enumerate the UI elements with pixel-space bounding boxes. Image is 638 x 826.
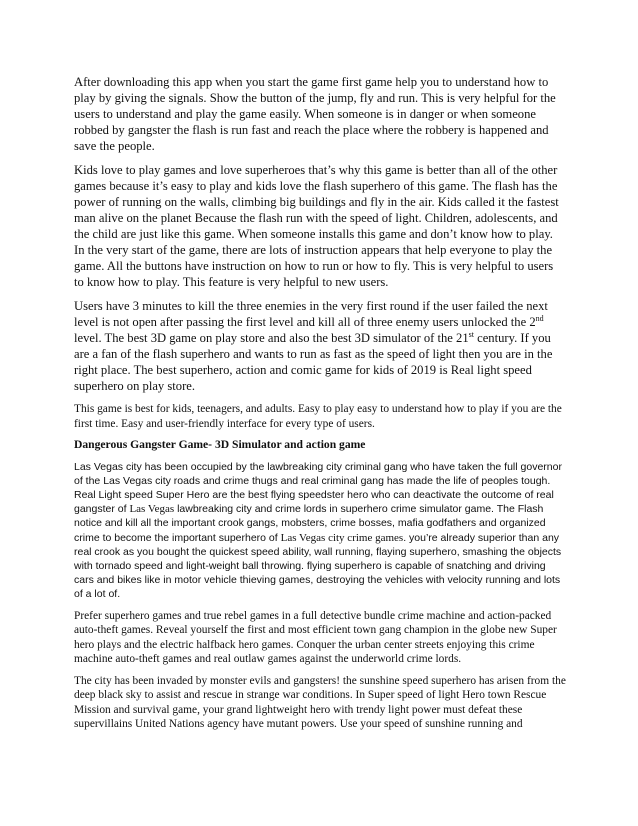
- paragraph-las-vegas: [74, 460, 566, 602]
- paragraph-three-minutes-part-c: century. If you are a fan of the flash superhero and wants to run as fast as the speed of light then you are in the right place. The best superhero, action and comic game for kids of 2019 is Real light speed superhero on play store.: [74, 331, 553, 393]
- section-heading-gangster-game: Dangerous Gangster Game- 3D Simulator and action game: [74, 438, 366, 451]
- paragraph-three-minutes: [74, 298, 566, 394]
- superscript-st: st: [468, 330, 474, 339]
- paragraph-three-minutes-part-a: Users have 3 minutes to kill the three enemies in the very first round if the user failed the next level is not open after passing the first level and kill all of three enemy users unlocked the 2: [74, 299, 548, 329]
- superscript-nd: nd: [535, 314, 544, 323]
- paragraph-las-vegas-part-f: Las Vegas city crime games: [280, 531, 404, 544]
- paragraph-las-vegas-part-e: lawbreaking city and crime lords in superhero crime simulator game. The Flash notice and kill all the important crook gangs, mobsters, crime bosses, mafia godfathers and organized crime to become the important superhero of: [74, 503, 546, 544]
- paragraph-las-vegas-part-b: Real Light speed Super Hero: [74, 488, 210, 501]
- paragraph-las-vegas-part-d: Las Vegas: [129, 503, 175, 516]
- paragraph-best-for-kids: This game is best for kids, teenagers, and adults. Easy to play easy to understand how to play if you are the first time. Easy and user-friendly interface for every type of users.: [74, 403, 562, 430]
- paragraph-las-vegas-part-a: Las Vegas city has been occupied by the lawbreaking city criminal gang who have taken the full governor of the Las Vegas city roads and crime thugs and real criminal gang has made the life of peoples tough.: [74, 460, 562, 487]
- paragraph-city-invaded: The city has been invaded by monster evils and gangsters! the sunshine speed superhero has arisen from the deep black sky to assist and rescue in strange war conditions. In Super speed of light Hero town Rescue Mission and survival game, your grand lightweight hero with trendy light power must defeat these supervillains United Nations agency have mutant powers. Use your speed of sunshine running and: [74, 674, 566, 731]
- paragraph-las-vegas-part-c: are the best flying speedster hero who can deactivate the outcome of real gangster of: [74, 488, 554, 516]
- paragraph-three-minutes-part-b: level. The best 3D game on play store and also the best 3D simulator of the 21: [74, 331, 469, 345]
- paragraph-las-vegas-part-g: . you’re already superior than any real crook as you bought the quickest speed ability, wall running, flaying superhero, smashing the objects with tornado speed and light-weight ball throwing. flying superhero is capable of snatching and driving cars and bikes like in motor vehicle thieving games, destroying the vehicles with velocity running and lots of a lot of.: [74, 531, 562, 601]
- paragraph-prefer-superhero: Prefer superhero games and true rebel games in a full detective bundle crime machine and action-packed auto-theft games. Reveal yourself the first and most efficient town gang champion in the globe new Super hero plays and the electric halfback hero games. Conquer the urban center streets enjoying this crime machine auto-theft games and real outlaw games against the underworld crime lords.: [74, 609, 557, 666]
- paragraph-kids-love-games: Kids love to play games and love superheroes that’s why this game is better than all of the other games because it’s easy to play and kids love the flash superhero of this game. The flash has the power of running on the walls, climbing big buildings and fly in the air. Kids called it the fastest man alive on the planet Because the flash run with the speed of light. Children, adolescents, and the child are just like this game. When someone installs this game and don’t know how to play. In the very start of the game, there are lots of instruction appears that help everyone to play the game. All the buttons have instruction on how to run or how to fly. This is very helpful to users to know how to play. This feature is very helpful to new users.: [74, 163, 559, 289]
- document-page: [74, 74, 566, 739]
- paragraph-intro-instructions: After downloading this app when you start the game first game help you to understand how to play by giving the signals. Show the button of the jump, fly and run. This is very helpful for the users to understand and play the game easily. When someone is in danger or when someone robbed by gangster the flash is run fast and reach the place where the robbery is happened and save the people.: [74, 75, 556, 153]
